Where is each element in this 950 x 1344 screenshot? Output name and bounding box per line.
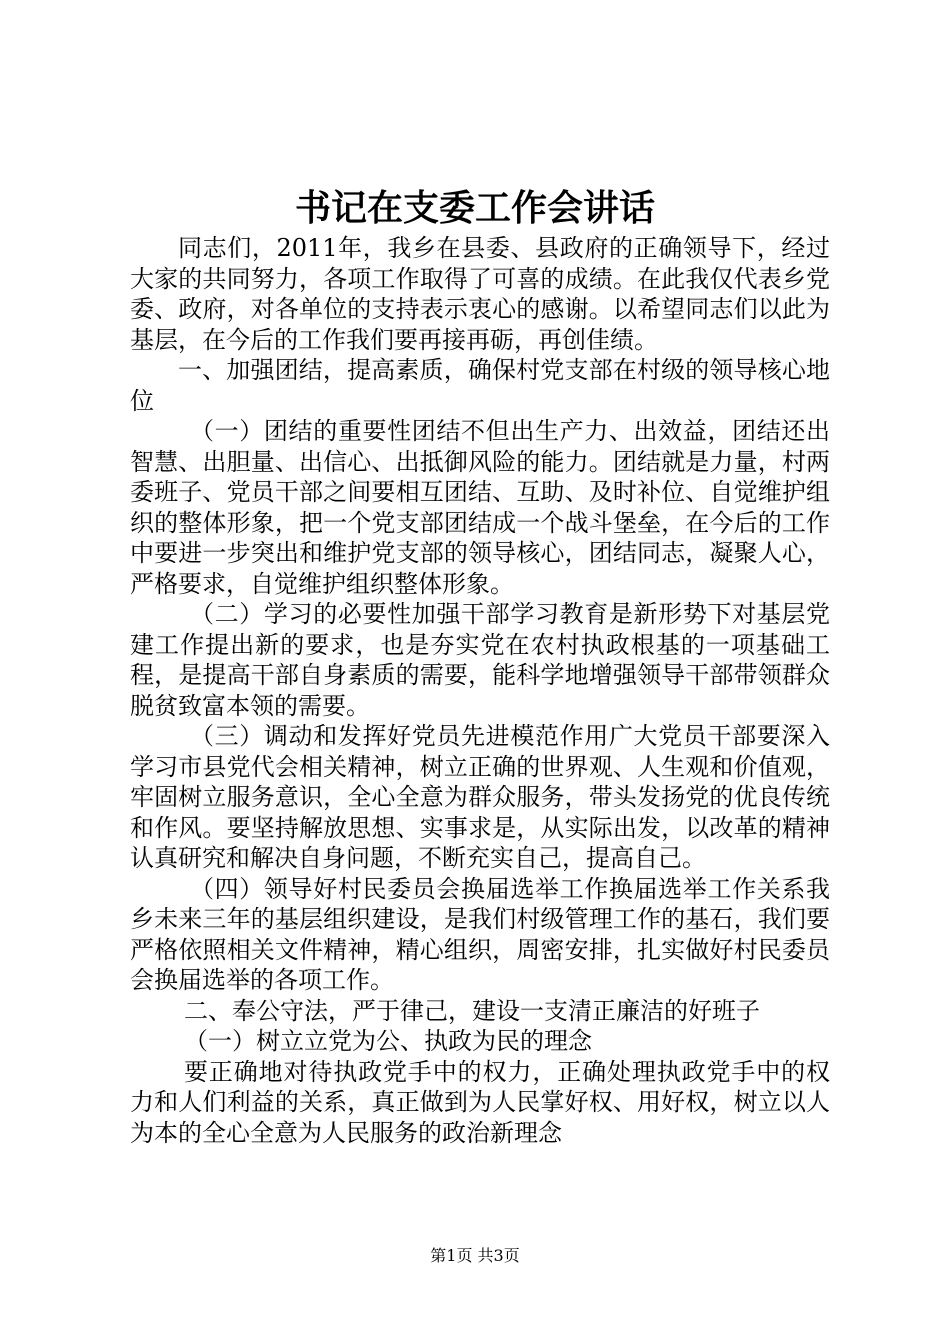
paragraph-intro: 同志们，2011年，我乡在县委、县政府的正确领导下，经过大家的共同努力，各项工作取得了可喜的成绩。在此我仅代表乡党委、政府，对各单位的支持表示衷心的感谢。以希望同志们以此为基层，在今后的工作我们要再接再砺，再创佳绩。 bbox=[130, 234, 830, 354]
section-heading-2: 二、奉公守法，严于律己，建设一支清正廉洁的好班子 bbox=[184, 996, 760, 1025]
document-title: 书记在支委工作会讲话 bbox=[294, 187, 655, 229]
page-footer: 第1页 共3页 bbox=[430, 1246, 520, 1265]
paragraph-party-members: （三）调动和发挥好党员先进模范作用广大党员干部要深入学习市县党代会相关精神，树立正确的世界观、人生观和价值观，牢固树立服务意识，全心全意为群众服务，带头发扬党的优良传统和作风。要坚持解放思想、实事求是，从实际出发，以改革的精神认真研究和解决自身问题，不断充实自己，提高自己。 bbox=[130, 722, 830, 872]
paragraph-unity: （一）团结的重要性团结不但出生产力、出效益，团结还出智慧、出胆量、出信心、出抵御风险的能力。团结就是力量，村两委班子、党员干部之间要相互团结、互助、及时补位、自觉维护组织的整体形象，把一个党支部团结成一个战斗堡垒，在今后的工作中要进一步突出和维护党支部的领导核心，团结同志，凝聚人心，严格要求，自觉维护组织整体形象。 bbox=[130, 417, 830, 598]
paragraph-study: （二）学习的必要性加强干部学习教育是新形势下对基层党建工作提出新的要求，也是夯实党在农村执政根基的一项基础工程，是提高干部自身素质的需要，能科学地增强领导干部带领群众脱贫致富本领的需要。 bbox=[130, 600, 830, 720]
paragraph-power: 要正确地对待执政党手中的权力，正确处理执政党手中的权力和人们利益的关系，真正做到为人民掌好权、用好权，树立以人为本的全心全意为人民服务的政治新理念 bbox=[130, 1057, 830, 1147]
subsection-heading: （一）树立立党为公、执政为民的理念 bbox=[184, 1027, 592, 1055]
section-heading-1: 一、加强团结，提高素质，确保村党支部在村级的领导核心地位 bbox=[130, 356, 830, 415]
document-body bbox=[130, 233, 830, 1148]
paragraph-election: （四）领导好村民委员会换届选举工作换届选举工作关系我乡未来三年的基层组织建设，是我们村级管理工作的基石，我们要严格依照相关文件精神，精心组织，周密安排，扎实做好村民委员会换届选举的各项工作。 bbox=[130, 874, 830, 994]
